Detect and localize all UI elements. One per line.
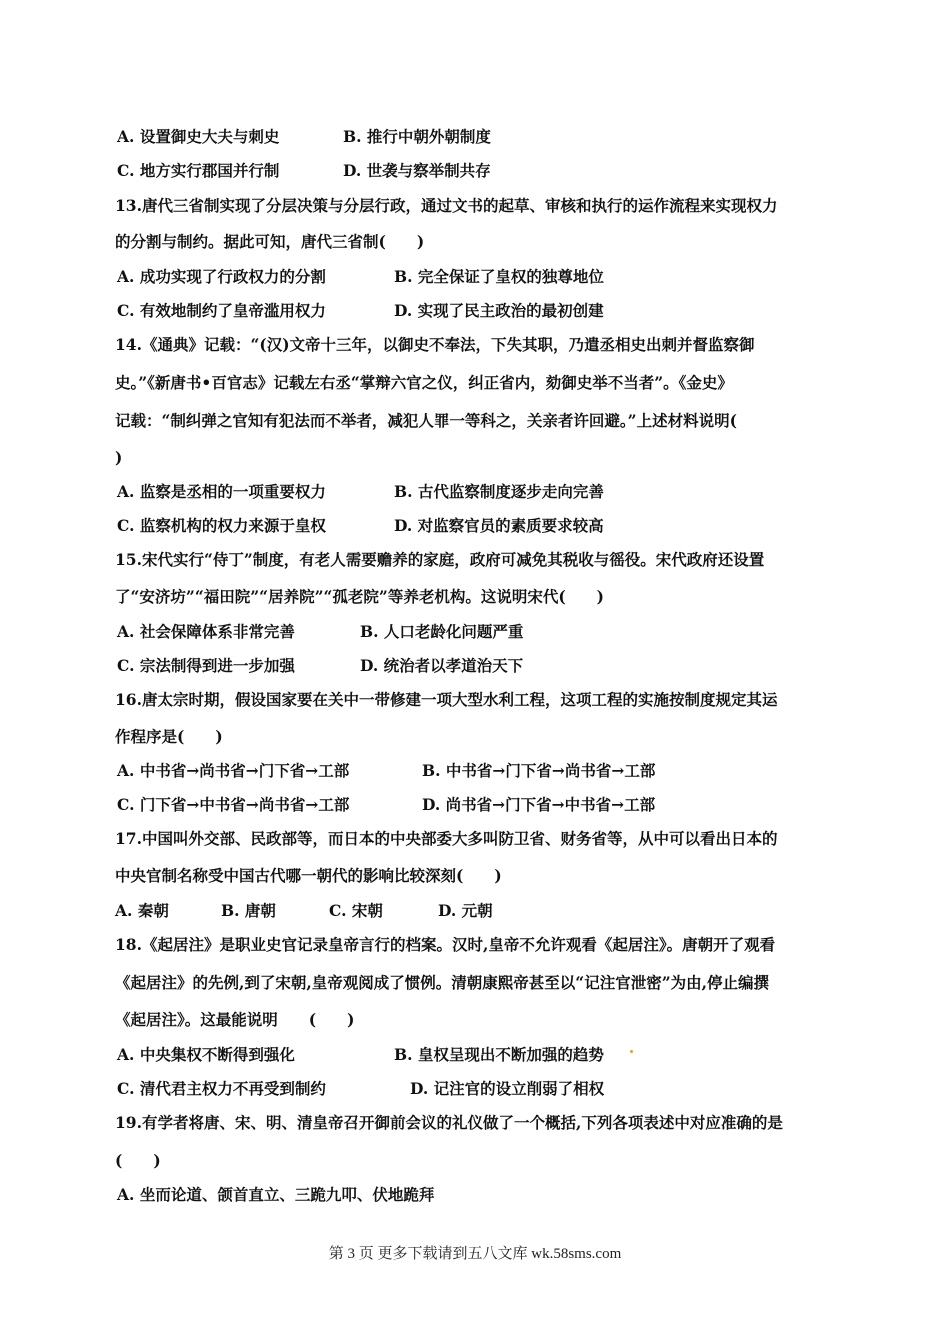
q19-stem-line-2: ( ) [115,1151,161,1170]
q19-option-a: A. 坐而论道、颌首直立、三跪九叩、伏地跪拜 [117,1185,435,1204]
q13-option-d: D. 实现了民主政治的最初创建 [394,301,604,320]
q14-stem-line-1: 14.《通典》记载：“(汉)文帝十三年，以御史不奉法，下失其职，乃遣丞相史出刺并督监察御 [115,335,755,354]
q16-stem-line-1: 16.唐太宗时期，假设国家要在关中一带修建一项大型水利工程，这项工程的实施按制度规定其运 [115,690,778,709]
q17-option-b: B. 唐朝 [221,901,276,920]
q13-option-c: C. 有效地制约了皇帝滥用权力 [117,301,326,320]
q14-option-b: B. 古代监察制度逐步走向完善 [394,482,604,501]
q14-stem-line-2: 史。”《新唐书•百官志》记载左右丞“掌辩六官之仪，纠正省内，劾御史举不当者”。《金史》 [115,373,733,392]
page-footer: 第 3 页 更多下载请到五八文库 wk.58sms.com [328,1246,622,1262]
q17-option-a: A. 秦朝 [115,901,169,920]
stray-mark [630,1050,633,1053]
q12-option-c: C. 地方实行郡国并行制 [117,161,280,180]
q13-stem-line-2: 的分割与制约。据此可知，唐代三省制( ) [115,232,425,251]
q14-option-d: D. 对监察官员的素质要求较高 [394,516,604,535]
q12-option-a: A. 设置御史大夫与刺史 [117,127,280,146]
q14-stem-line-4: ) [115,448,123,467]
q15-option-a: A. 社会保障体系非常完善 [117,622,295,641]
q19-stem-line-1: 19.有学者将唐、宋、明、清皇帝召开御前会议的礼仪做了一个概括,下列各项表述中对应准确的是 [115,1113,783,1132]
q14-option-c: C. 监察机构的权力来源于皇权 [117,516,326,535]
q13-option-a: A. 成功实现了行政权力的分割 [117,267,326,286]
q18-stem-line-2: 《起居注》的先例,到了宋朝,皇帝观阅成了惯例。清朝康熙帝甚至以“记注官泄密”为由,停止编撰 [115,973,770,992]
q12-option-d: D. 世袭与察举制共存 [343,161,491,180]
q17-option-d: D. 元朝 [438,901,493,920]
q13-option-b: B. 完全保证了皇权的独尊地位 [394,267,604,286]
q18-option-b: B. 皇权呈现出不断加强的趋势 [394,1045,604,1064]
q15-option-d: D. 统治者以孝道治天下 [360,656,524,675]
q12-option-b: B. 推行中朝外朝制度 [343,127,491,146]
q17-stem-line-1: 17.中国叫外交部、民政部等，而日本的中央部委大多叫防卫省、财务省等，从中可以看出日本的 [115,829,778,848]
q18-option-d: D. 记注官的设立削弱了相权 [410,1079,605,1098]
q18-option-a: A. 中央集权不断得到强化 [117,1045,295,1064]
q15-option-c: C. 宗法制得到进一步加强 [117,656,295,675]
q17-stem-line-2: 中央官制名称受中国古代哪一朝代的影响比较深刻( ) [115,866,502,885]
q18-option-c: C. 清代君主权力不再受到制约 [117,1079,326,1098]
q17-option-c: C. 宋朝 [329,901,383,920]
q16-stem-line-2: 作程序是( ) [115,727,223,746]
q16-option-b: B. 中书省→门下省→尚书省→工部 [422,761,656,780]
q16-option-d: D. 尚书省→门下省→中书省→工部 [422,795,656,814]
q13-stem-line-1: 13.唐代三省制实现了分层决策与分层行政，通过文书的起草、审核和执行的运作流程来实现权力 [115,196,778,215]
q14-stem-line-3: 记载：“制纠弹之官知有犯法而不举者，减犯人罪一等科之，关亲者许回避。”上述材料说明( [115,411,737,430]
q16-option-a: A. 中书省→尚书省→门下省→工部 [117,761,350,780]
q14-option-a: A. 监察是丞相的一项重要权力 [117,482,326,501]
q15-stem-line-1: 15.宋代实行“侍丁”制度，有老人需要赡养的家庭，政府可减免其税收与徭役。宋代政府还设置 [115,550,765,569]
q18-stem-line-3: 《起居注》。这最能说明 ( ) [115,1010,355,1029]
q18-stem-line-1: 18.《起居注》是职业史官记录皇帝言行的档案。汉时,皇帝不允许观看《起居注》。唐朝开了观看 [115,935,776,954]
q15-stem-line-2: 了“安济坊”“福田院”“居养院”“孤老院”等养老机构。这说明宋代( ) [115,587,604,606]
q15-option-b: B. 人口老龄化问题严重 [360,622,524,641]
q16-option-c: C. 门下省→中书省→尚书省→工部 [117,795,350,814]
